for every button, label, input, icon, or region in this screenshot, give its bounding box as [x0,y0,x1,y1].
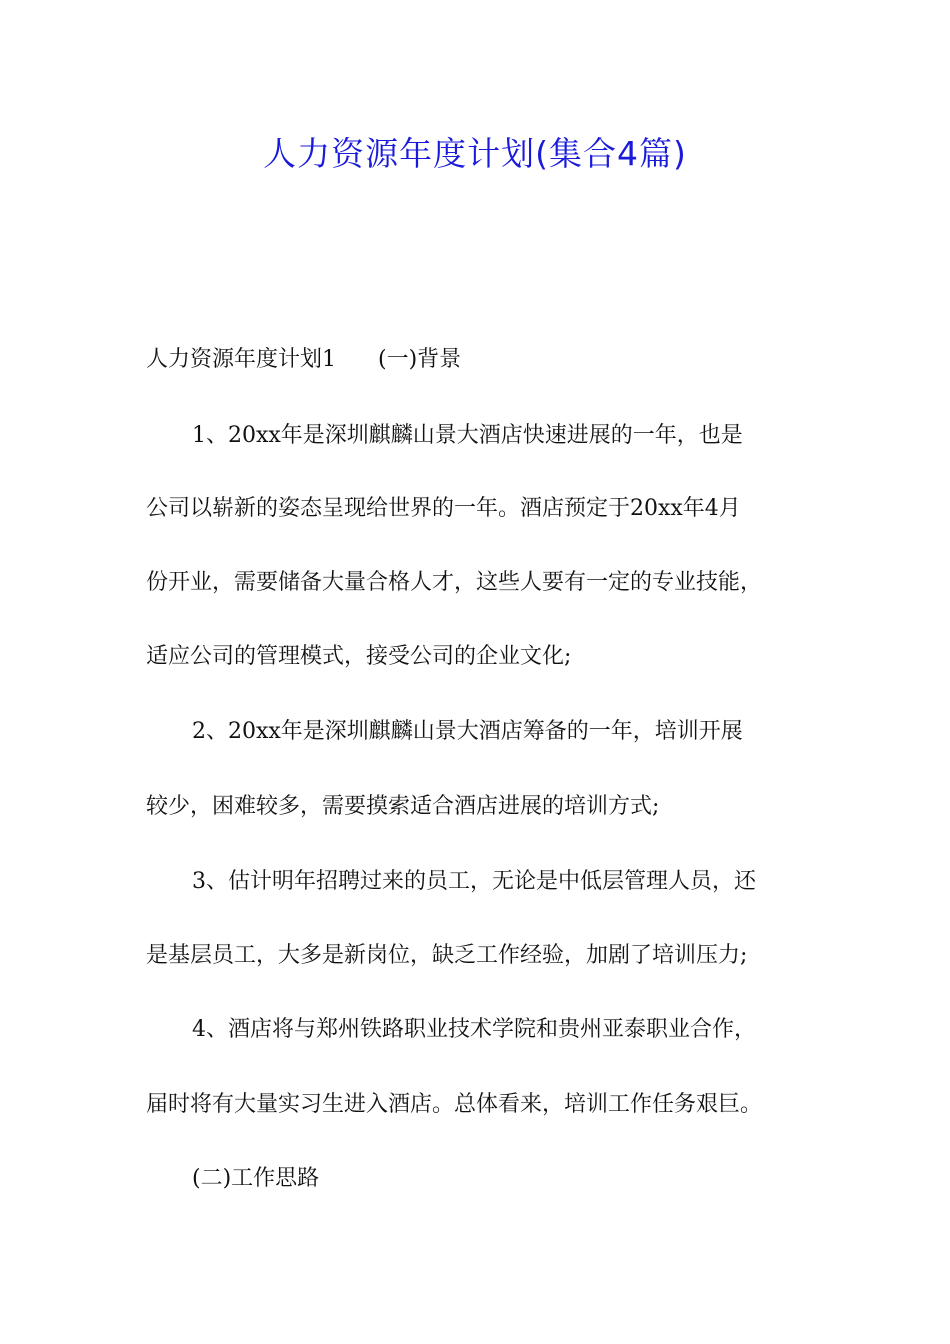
paragraph-line: 适应公司的管理模式，接受公司的企业文化; [146,644,572,669]
paragraph-line: 1、20xx年是深圳麒麟山景大酒店快速进展的一年，也是 [192,423,743,448]
paragraph-line: 2、20xx年是深圳麒麟山景大酒店筹备的一年，培训开展 [192,719,743,744]
section-heading-background: (一)背景 [378,347,462,372]
paragraph-line: 是基层员工，大多是新岗位，缺乏工作经验，加剧了培训压力; [146,943,748,968]
intro-heading-line [146,344,836,376]
paragraph-line: 公司以崭新的姿态呈现给世界的一年。酒店预定于20xx年4月 [146,496,741,521]
plan-heading: 人力资源年度计划1 [146,347,336,372]
paragraph-line: 4、酒店将与郑州铁路职业技术学院和贵州亚泰职业合作， [192,1017,756,1042]
paragraph-line: 较少，困难较多，需要摸索适合酒店进展的培训方式; [146,794,660,819]
paragraph-line: 份开业，需要储备大量合格人才，这些人要有一定的专业技能， [146,570,763,595]
paragraph-line: 3、估计明年招聘过来的员工，无论是中低层管理人员，还 [192,869,756,894]
paragraph-line: 届时将有大量实习生进入酒店。总体看来，培训工作任务艰巨。 [146,1092,763,1117]
document-title: 人力资源年度计划(集合4篇) [263,134,687,173]
section-heading-work-approach: (二)工作思路 [192,1166,320,1191]
